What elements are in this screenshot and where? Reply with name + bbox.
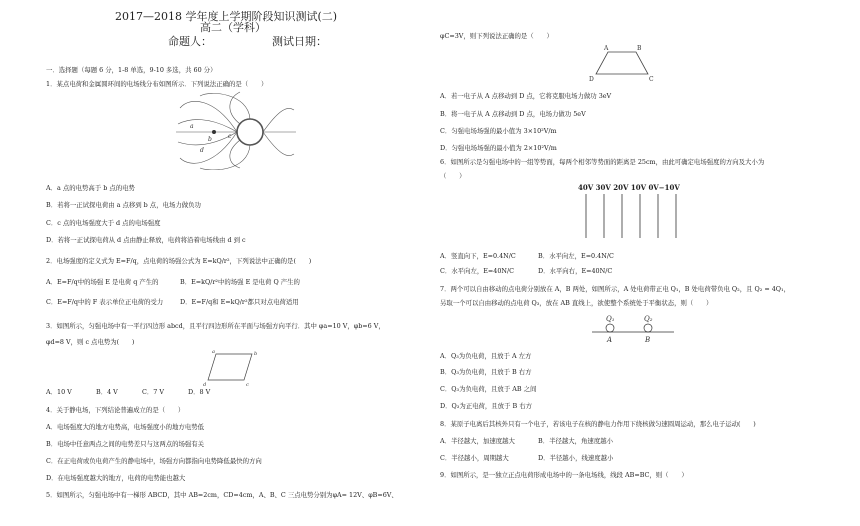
- fig3-label-a: a: [212, 349, 215, 355]
- q7-option-c: C．Q₃为负电荷，且放于 AB 之间: [440, 385, 537, 393]
- q6-option-a: A．竖直向下，E=0.4N/C: [440, 252, 516, 260]
- question-4: 4．关于静电场，下列结论普遍成立的是（ ）: [46, 406, 185, 414]
- question-3: 3．如图所示，匀强电场中有一平行四边形 abcd，且平行四边形所在平面与场强方向平行．其中 φa=10 V，φb=6 V，: [46, 322, 385, 330]
- trap-label-d: D: [589, 76, 594, 83]
- q2-option-b: B．E=kQ/r²中的场强 E 是电荷 Q 产生的: [180, 278, 300, 286]
- q7-option-b: B．Q₃为负电荷，且放于 B 右方: [440, 368, 532, 376]
- question-8: 8．某原子电离后其核外只有一个电子，若该电子在核的静电力作用下绕核做匀速圆周运动，那么电子运动( ): [440, 420, 756, 428]
- q4-option-c: C．在正电荷或负电荷产生的静电场中，场强方向都指向电势降低最快的方向: [46, 457, 262, 465]
- charges-ab-figure: [588, 310, 678, 346]
- q5-option-b: B．将一电子从 A 点移动到 D 点，电场力做功 5eV: [440, 110, 586, 118]
- question-6: 6．如图所示是匀强电场中的一组等势面，每两个相邻等势面的距离是 25cm，由此可确定电场强度的方向及大小为: [440, 158, 765, 166]
- point-a-label: A: [607, 336, 613, 344]
- q7-option-d: D．Q₃为正电荷，且放于 B 右方: [440, 402, 532, 410]
- question-7: 7．两个可以自由移动的点电荷分别放在 A，B 两处，如图所示，A 处电荷带正电 Q₁，B 处电荷带负电 Q₂，且 Q₂ = 4Q₁，: [440, 285, 791, 293]
- parallelogram-figure: [200, 348, 260, 388]
- q8-option-a: A．半径越大，加速度越大: [440, 437, 515, 445]
- question-6-cont: （ ）: [440, 172, 466, 180]
- q3-option-d: D．8 V: [188, 388, 211, 396]
- q1-option-d: D．若将一正试探电荷从 d 点由静止释放，电荷将沿着电场线由 d 到 c: [46, 236, 246, 244]
- q8-option-b: B．半径越大，角速度越小: [538, 437, 613, 445]
- question-3-cont: φd=8 V，则 c 点电势为( ): [46, 338, 135, 346]
- equipotential-figure: [578, 192, 688, 240]
- q4-option-a: A．电场强度大的地方电势高，电场强度小的地方电势低: [46, 423, 204, 431]
- trap-label-a: A: [604, 45, 609, 52]
- q4-option-d: D．在电场强度越大的地方，电荷的电势能也越大: [46, 474, 186, 482]
- field-lines-figure: [170, 88, 300, 170]
- q5-option-c: C．匀强电场场强的最小值为 3×10²V/m: [440, 127, 557, 135]
- question-2: 2．电场强度的定义式为 E=F/q，点电荷的场强公式为 E=kQ/r²，下列说法中正确的是( ): [46, 257, 312, 265]
- q3-option-b: B．4 V: [96, 388, 118, 396]
- q5-option-a: A．若一电子从 A 点移动到 D 点，它将克服电场力做功 3eV: [440, 92, 612, 100]
- section-heading: 一．选择题（每题 6 分，1-8 单选，9-10 多选，共 60 分）: [46, 66, 217, 74]
- fig3-label-d: d: [203, 382, 207, 388]
- q3-option-c: C．7 V: [142, 388, 164, 396]
- charge-q2-label: Q₂: [644, 315, 653, 323]
- question-5: 5．如图所示，匀强电场中有一梯形 ABCD，其中 AB=2cm，CD=4cm，A、B、C 三点电势分别为φA= 12V、φB=6V、: [46, 491, 398, 499]
- equipotential-labels: 40V 30V 20V 10V 0V−10V: [578, 183, 680, 192]
- q2-option-c: C．E=F/q中的 F 表示单位正电荷的受力: [46, 298, 164, 306]
- q3-option-a: A．10 V: [46, 388, 72, 396]
- fig1-label-a: a: [190, 123, 194, 130]
- q6-option-d: D．水平向右，E=40N/C: [538, 267, 613, 275]
- trap-label-b: B: [637, 45, 642, 52]
- q4-option-b: B．电场中任意两点之间的电势差只与这两点的场强有关: [46, 440, 205, 448]
- date-label: 测试日期：: [272, 35, 327, 48]
- q5-option-d: D．匀强电场场强的最小值为 2×10²V/m: [440, 144, 557, 152]
- question-7-cont: 另取一个可以自由移动的点电荷 Q₃，放在 AB 直线上，欲使整个系统处于平衡状态，则（ ）: [440, 299, 713, 307]
- q7-option-a: A．Q₃为负电荷，且放于 A 左方: [440, 352, 532, 360]
- fig3-label-b: b: [254, 351, 258, 357]
- fig1-label-b: b: [208, 136, 212, 143]
- question-1: 1．某点电荷和金属圆环间的电场线分布如图所示．下列说法正确的是（ ）: [46, 80, 268, 88]
- q8-option-d: D．半径越小，线速度越小: [538, 454, 614, 462]
- fig1-label-d: d: [200, 147, 204, 154]
- q2-option-d: D．E=F/q和 E=kQ/r²都只对点电荷适用: [180, 298, 299, 306]
- q1-option-c: C．c 点的电场强度大于 d 点的电场强度: [46, 219, 161, 227]
- q6-option-c: C．水平向左，E=40N/C: [440, 267, 515, 275]
- q8-option-c: C．半径越小，周期越大: [440, 454, 509, 462]
- setter-label: 命题人：: [168, 35, 212, 48]
- exam-title: 2017—2018 学年度上学期阶段知识测试(二): [115, 10, 338, 23]
- point-charge-icon: [212, 130, 216, 134]
- trapezoid-figure: [588, 44, 658, 84]
- question-9: 9．如图所示，是一独立正点电荷形成电场中的一条电场线，线段 AB=BC，则（ ）: [440, 471, 688, 479]
- q6-option-b: B．水平向左，E=0.4N/C: [538, 252, 614, 260]
- fig1-label-c: c: [228, 133, 232, 140]
- q1-option-b: B．若将一正试探电荷由 a 点移到 b 点，电场力做负功: [46, 201, 201, 209]
- q2-option-a: A．E=F/q中的场强 E 是电荷 q 产生的: [46, 278, 159, 286]
- q1-option-a: A．a 点的电势高于 b 点的电势: [46, 184, 135, 192]
- charge-q1-label: Q₁: [606, 315, 615, 323]
- trap-label-c: C: [649, 76, 654, 83]
- fig3-label-c: c: [246, 382, 249, 388]
- question-5-cont: φC=3V，则下列说法正确的是（ ）: [440, 32, 553, 40]
- point-b-label: B: [645, 336, 651, 344]
- exam-subtitle: 高二（学科）: [200, 21, 266, 34]
